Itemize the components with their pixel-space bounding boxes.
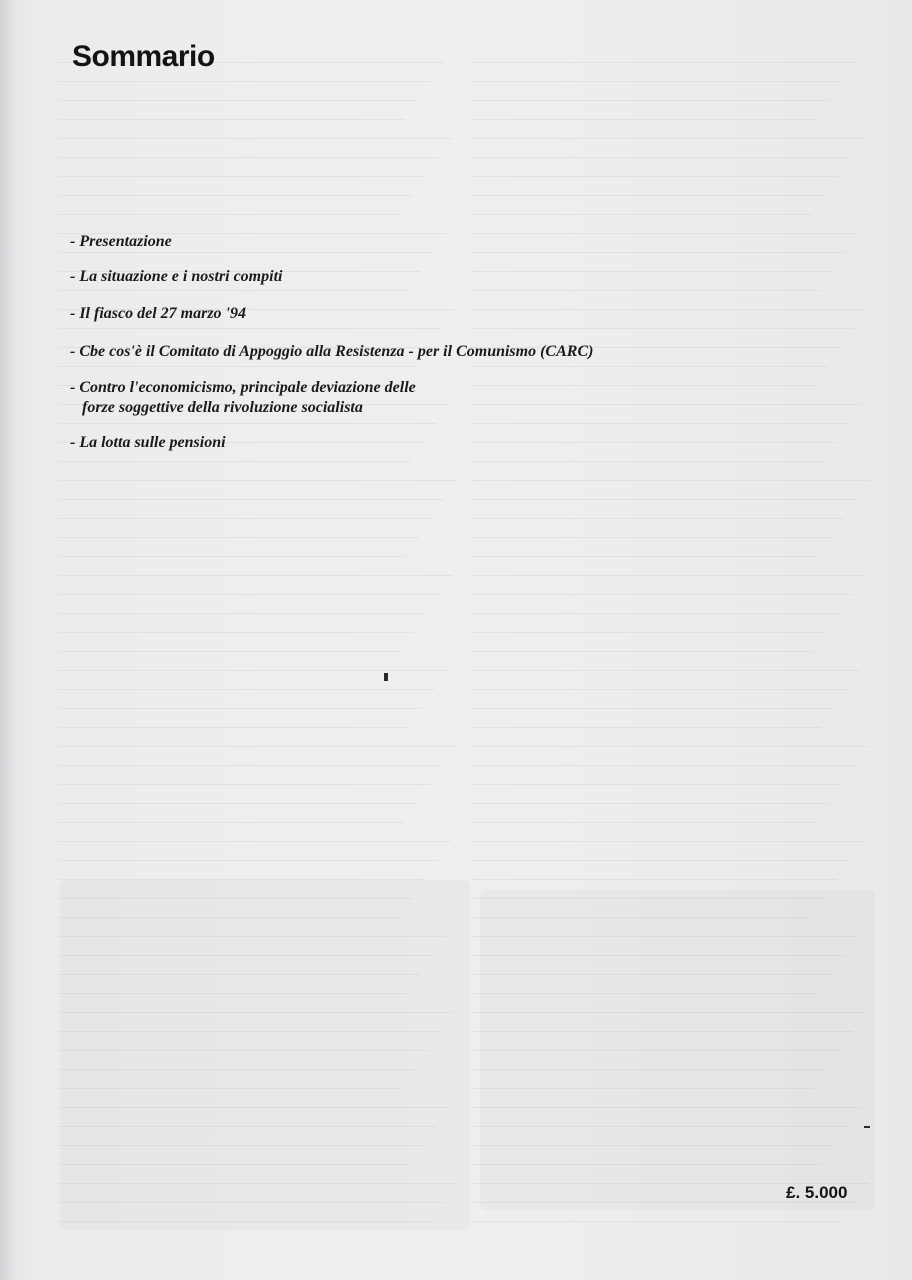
bleed-through-line — [470, 689, 847, 690]
bleed-through-line — [470, 252, 846, 253]
bleed-through-box — [60, 880, 470, 1230]
bleed-through-line — [470, 480, 870, 481]
bleed-through-line — [58, 1012, 454, 1013]
bleed-through-line — [58, 936, 446, 937]
bleed-through-line — [470, 727, 821, 728]
bleed-through-line — [470, 746, 868, 747]
bleed-through-line — [470, 594, 852, 595]
bleed-through-line — [470, 898, 824, 899]
bleed-through-line — [58, 100, 418, 101]
bleed-through-line — [58, 1145, 423, 1146]
bleed-through-line — [470, 556, 818, 557]
bleed-through-line — [58, 518, 432, 519]
bleed-through-line — [58, 708, 422, 709]
page-edge-shadow — [0, 0, 16, 1280]
bleed-through-line — [470, 1088, 814, 1089]
bleed-through-line — [58, 1183, 457, 1184]
bleed-through-line — [470, 309, 867, 310]
bleed-through-line — [470, 955, 845, 956]
bleed-through-line — [470, 366, 828, 367]
bleed-through-line — [470, 917, 811, 918]
bleed-through-line — [470, 1145, 835, 1146]
bleed-through-line — [58, 195, 413, 196]
bleed-through-line — [58, 841, 451, 842]
bleed-through-line — [470, 1126, 848, 1127]
toc-item-carc[interactable] — [70, 342, 593, 362]
bleed-through-line — [58, 366, 416, 367]
bleed-through-line — [58, 1221, 431, 1222]
bleed-through-line — [58, 651, 401, 652]
bleed-through-line — [470, 993, 819, 994]
bleed-through-line — [470, 1107, 861, 1108]
bleed-through-line — [58, 480, 458, 481]
toc-item-label: - La lotta sulle pensioni — [70, 434, 226, 451]
bleed-through-line — [58, 81, 431, 82]
bleed-through-line — [470, 708, 834, 709]
bleed-through-line — [470, 879, 837, 880]
bleed-through-line — [58, 575, 453, 576]
toc-item-pensioni[interactable] — [70, 433, 226, 453]
bleed-through-line — [470, 670, 860, 671]
page-title: Sommario — [72, 40, 215, 73]
bleed-through-line — [470, 328, 854, 329]
bleed-through-line — [470, 214, 812, 215]
toc-item-label: - Cbe cos'è il Comitato di Appoggio alla Resistenza - per il Comunismo (CARC) — [70, 343, 594, 360]
bleed-through-line — [470, 157, 851, 158]
bleed-through-line — [58, 1069, 415, 1070]
bleed-through-line — [470, 1012, 866, 1013]
toc-item-label: - La situazione e i nostri compiti — [70, 268, 283, 285]
bleed-through-line — [58, 898, 412, 899]
bleed-through-line — [58, 1107, 449, 1108]
bleed-through-line — [470, 613, 839, 614]
bleed-through-line — [470, 822, 816, 823]
bleed-through-line — [58, 499, 445, 500]
bleed-through-line — [58, 290, 408, 291]
bleed-through-line — [58, 252, 434, 253]
bleed-through-line — [58, 670, 448, 671]
bleed-through-line — [470, 271, 833, 272]
bleed-through-line — [470, 423, 849, 424]
toc-item-situazione[interactable] — [70, 267, 282, 287]
bleed-through-line — [58, 784, 430, 785]
bleed-through-line — [58, 556, 406, 557]
bleed-through-line — [470, 385, 815, 386]
bleed-through-line — [470, 1221, 843, 1222]
bleed-through-line — [470, 404, 862, 405]
bleed-through-line — [470, 138, 864, 139]
bleed-through-line — [470, 461, 823, 462]
bleed-through-line — [470, 841, 863, 842]
bleed-through-line — [470, 765, 855, 766]
bleed-through-line — [470, 518, 844, 519]
bleed-through-line — [470, 537, 831, 538]
bleed-through-line — [470, 974, 832, 975]
bleed-through-line — [470, 81, 843, 82]
bleed-through-line — [58, 689, 435, 690]
bleed-through-line — [58, 1202, 444, 1203]
bleed-through-line — [58, 632, 414, 633]
bleed-through-line — [470, 1069, 827, 1070]
bleed-through-line — [58, 214, 400, 215]
bleed-through-line — [58, 157, 439, 158]
bleed-through-line — [470, 119, 817, 120]
bleed-through-line — [470, 651, 813, 652]
toc-item-label: - Contro l'economicismo, principale deviazione delle — [70, 379, 416, 396]
bleed-through-line — [58, 138, 452, 139]
bleed-through-line — [58, 1050, 428, 1051]
bleed-through-line — [470, 100, 830, 101]
bleed-through-line — [470, 1164, 822, 1165]
bleed-through-line — [58, 176, 426, 177]
bleed-through-line — [58, 746, 456, 747]
bleed-through-line — [58, 765, 443, 766]
ink-mark — [864, 1126, 870, 1128]
bleed-through-line — [470, 290, 820, 291]
toc-item-economicismo[interactable] — [70, 378, 416, 418]
bleed-through-line — [58, 803, 417, 804]
toc-item-fiasco[interactable] — [70, 304, 246, 324]
bleed-through-line — [58, 461, 411, 462]
bleed-through-line — [470, 442, 836, 443]
bleed-through-line — [58, 822, 404, 823]
bleed-through-line — [58, 1126, 436, 1127]
bleed-through-line — [58, 974, 420, 975]
bleed-through-line — [470, 936, 858, 937]
bleed-through-line — [470, 195, 825, 196]
bleed-through-line — [58, 1164, 410, 1165]
bleed-through-line — [58, 993, 407, 994]
bleed-through-line — [58, 879, 425, 880]
bleed-through-line — [58, 537, 419, 538]
bleed-through-line — [470, 62, 856, 63]
bleed-through-line — [470, 233, 859, 234]
bleed-through-line — [58, 860, 438, 861]
bleed-through-line — [470, 1031, 853, 1032]
bleed-through-line — [58, 917, 399, 918]
bleed-through-line — [58, 328, 442, 329]
toc-item-label: - Presentazione — [70, 233, 172, 250]
toc-item-label: - Il fiasco del 27 marzo '94 — [70, 305, 246, 322]
bleed-through-line — [58, 1088, 402, 1089]
bleed-through-line — [470, 784, 842, 785]
bleed-through-line — [58, 594, 440, 595]
bleed-through-line — [58, 727, 409, 728]
bleed-through-line — [58, 423, 437, 424]
bleed-through-line — [470, 1050, 840, 1051]
price-label: £. 5.000 — [786, 1183, 848, 1202]
bleed-through-line — [470, 803, 829, 804]
bleed-through-line — [470, 575, 865, 576]
bleed-through-line — [58, 955, 433, 956]
bleed-through-line — [470, 176, 838, 177]
bleed-through-line — [470, 860, 850, 861]
bleed-through-line — [58, 613, 427, 614]
toc-item-presentazione[interactable] — [70, 232, 172, 252]
bleed-through-line — [470, 632, 826, 633]
bleed-through-line — [470, 499, 857, 500]
toc-item-label-continued: forze soggettive della rivoluzione socialista — [82, 399, 363, 416]
bleed-through-line — [58, 1031, 441, 1032]
ink-mark — [384, 673, 388, 681]
bleed-through-line — [58, 119, 405, 120]
